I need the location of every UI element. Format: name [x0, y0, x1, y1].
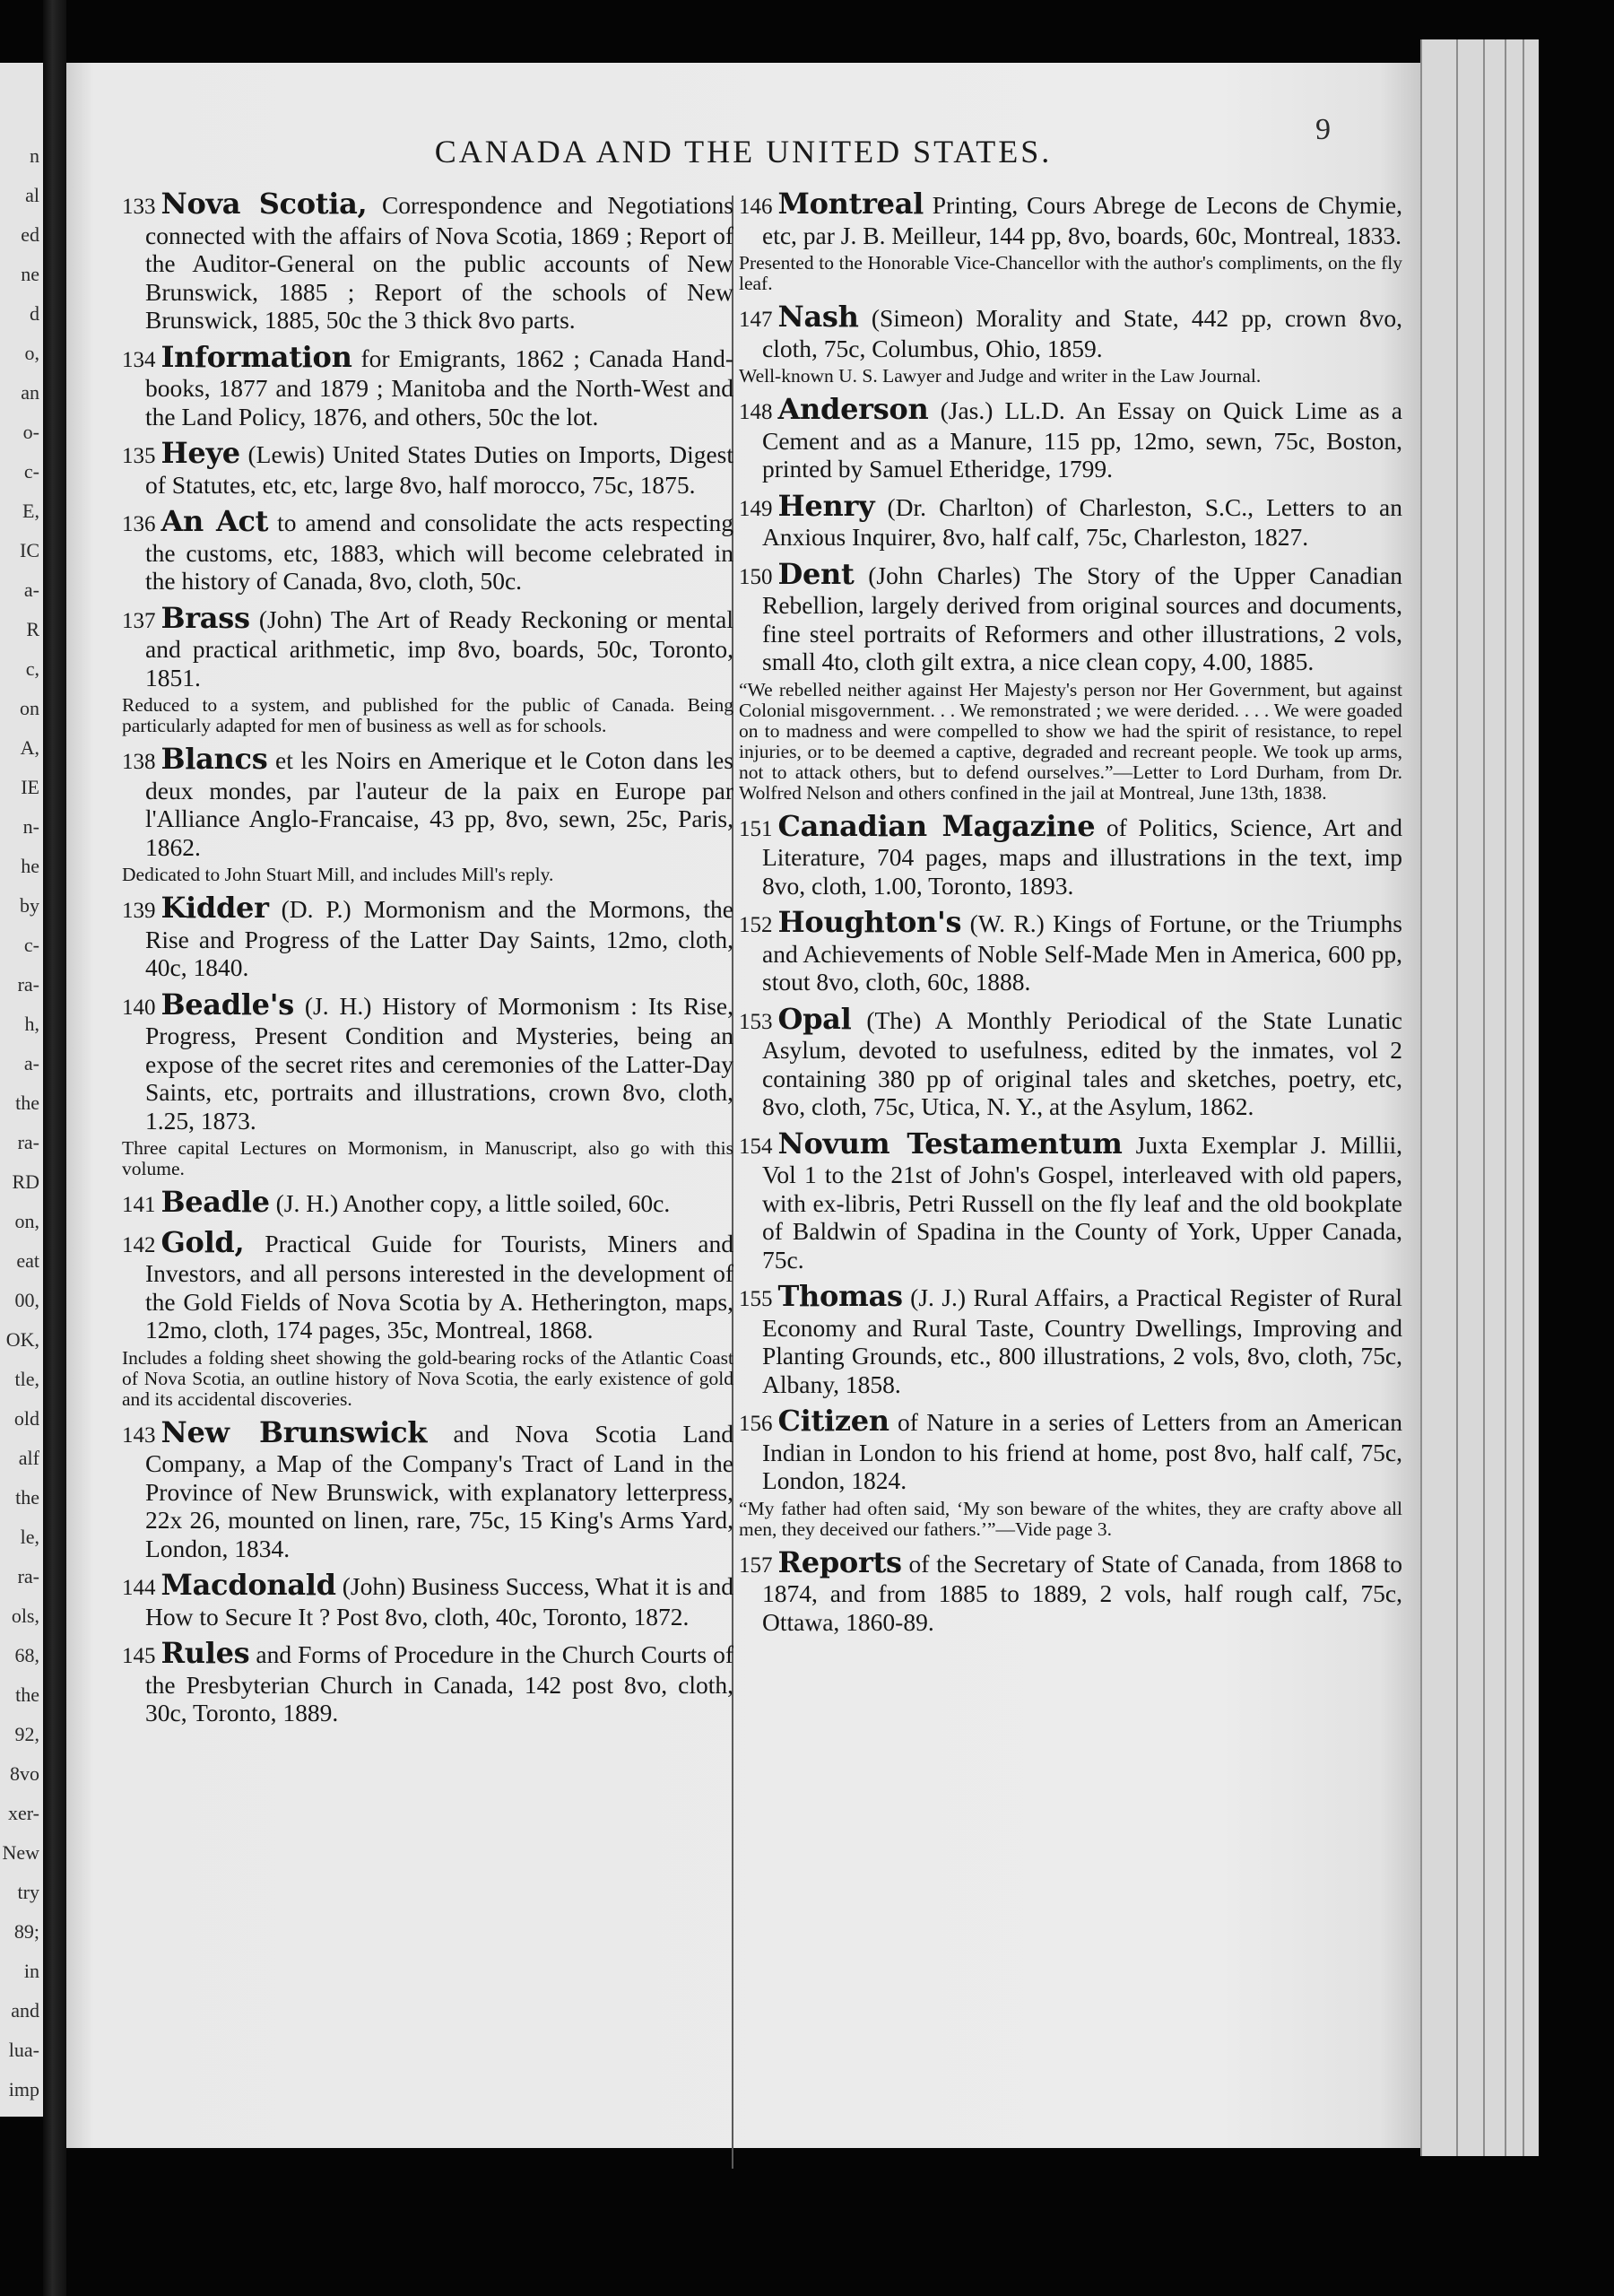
entry-description: (Lewis) United States Duties on Imports, Digest of Statutes, etc, etc, large 8vo, half morocco, 75c, 1875.	[145, 440, 734, 499]
entry-number: 138	[122, 750, 156, 774]
entry-description: Correspondence and Negotiations connected with the affairs of Nova Scotia, 1869 ; Report of the Auditor-General on the public accounts of New Brunswick, 1885 ; Report of the schools of New Brunswick, 1885, 50c the 3 thick 8vo parts.	[145, 191, 734, 334]
previous-page-fragment: o-	[22, 421, 39, 443]
previous-page-fragment: the	[15, 1091, 39, 1114]
catalogue-entry	[122, 1636, 734, 1727]
previous-page-fragment: a-	[23, 1052, 39, 1074]
entry-heading: Henry	[777, 488, 875, 523]
book-gutter	[43, 0, 66, 2296]
entry-description: (John) Business Success, What it is and How to Secure It ? Post 8vo, cloth, 40c, Toronto, 1872.	[145, 1572, 734, 1631]
page-title: CANADA AND THE UNITED STATES.	[434, 134, 1053, 170]
catalogue-entry	[122, 339, 733, 431]
entry-heading: Nova Scotia,	[161, 187, 368, 221]
previous-page-fragment: al	[25, 184, 39, 206]
entry-number: 155	[739, 1287, 773, 1311]
entry-number: 147	[739, 308, 773, 332]
previous-page-fragment: on	[20, 697, 39, 719]
entry-description: (W. R.) Kings of Fortune, or the Triumphs and Achievements of Noble Self-Made Men in America, 600 pp, stout 8vo, cloth, 60c, 1888.	[762, 909, 1402, 996]
entry-number: 145	[122, 1644, 156, 1668]
previous-page-fragment: the	[15, 1486, 39, 1509]
catalogue-entry	[739, 300, 1403, 387]
entry-heading: Houghton's	[777, 905, 962, 939]
entry-heading: Rules	[161, 1636, 250, 1670]
entry-heading: Heye	[161, 436, 240, 470]
catalogue-entry	[122, 504, 734, 596]
entry-description: (Jas.) LL.D. An Essay on Quick Lime as a Cement and as a Manure, 115 pp, 12mo, sewn, 75c, Boston, printed by Samuel Etheridge, 1799.	[762, 396, 1402, 483]
previous-page-fragment: 00,	[14, 1289, 39, 1311]
entry-description: Practical Guide for Tourists, Miners and Investors, and all persons interested in the development of the Gold Fields of Nova Scotia by A. Hetherington, maps, 12mo, cloth, 174 pages, 35c, Montreal, 1868.	[145, 1229, 733, 1344]
entry-description: (D. P.) Mormonism and the Mormons, the Rise and Progress of the Latter Day Saints, 12mo, cloth, 40c, 1840.	[145, 895, 734, 981]
catalogue-entry	[739, 392, 1402, 483]
entry-description: and Forms of Procedure in the Church Courts of the Presbyterian Church in Canada, 142 post 8vo, cloth, 30c, Toronto, 1889.	[145, 1640, 734, 1726]
entry-heading: Kidder	[161, 891, 269, 925]
entry-description: of the Secretary of State of Canada, from 1868 to 1874, and from 1885 to 1889, 2 vols, half rough calf, 75c, Ottawa, 1860-89.	[762, 1549, 1402, 1636]
entry-number: 142	[122, 1232, 156, 1257]
entry-description: Printing, Cours Abrege de Lecons de Chymie, etc, par J. B. Meilleur, 144 pp, 8vo, boards, 60c, Montreal, 1833.	[762, 191, 1403, 249]
catalogue-entry	[739, 808, 1402, 900]
entry-number: 136	[122, 512, 156, 536]
entry-heading: New Brunswick	[161, 1414, 428, 1449]
entry-description: for Emigrants, 1862 ; Canada Hand-books, 1877 and 1879 ; Manitoba and the North-West and the Land Policy, 1876, and others, 50c the lot.	[145, 344, 733, 430]
entry-number: 139	[122, 899, 156, 923]
entry-heading: Macdonald	[161, 1568, 336, 1602]
previous-page-fragment: old	[13, 1407, 39, 1430]
entry-note: “My father had often said, ‘My son beware of the whites, they are crafty above all men, they deceived our fathers.’”—Vide page 3.	[739, 1497, 1402, 1540]
entry-heading: Canadian Magazine	[777, 808, 1096, 843]
catalogue-entry	[122, 1224, 733, 1410]
entry-heading: Blancs	[161, 742, 268, 776]
catalogue-entry	[739, 905, 1402, 996]
previous-page-fragment: New	[2, 1841, 39, 1864]
entry-description: (The) A Monthly Periodical of the State Lunatic Asylum, devoted to usefulness, edited by the inmates, vol 2 containing 380 pp of original tales and sketches, poetry, etc, 8vo, cloth, 75c, Utica, N. Y., at the Asylum, 1862.	[762, 1005, 1402, 1120]
catalogue-entry	[122, 436, 734, 499]
entry-number: 153	[739, 1009, 773, 1034]
catalogue-page	[66, 63, 1420, 2148]
previous-page-fragment: lua-	[8, 2039, 39, 2061]
entry-number: 152	[739, 913, 773, 937]
left-column	[122, 187, 734, 1736]
entry-heading: Dent	[777, 556, 855, 591]
entry-note: Dedicated to John Stuart Mill, and includes Mill's reply.	[122, 864, 554, 885]
previous-page-fragment: by	[20, 894, 39, 917]
previous-page-fragment: OK,	[5, 1328, 39, 1351]
catalogue-entry	[122, 987, 733, 1180]
entry-heading: Montreal	[777, 187, 924, 221]
previous-page-fragment: ed	[21, 223, 39, 246]
catalogue-entry	[122, 1185, 733, 1220]
previous-page-fragment: on,	[14, 1210, 39, 1232]
previous-page-fragment: d	[30, 302, 39, 325]
previous-page-fragment: he	[21, 855, 39, 877]
previous-page-fragment: ra-	[17, 1131, 39, 1153]
entry-description: (J. H.) History of Mormonism : Its Rise, Progress, Present Condition and Mysteries, being an expose of the secret rites and ceremonies of the Latter-Day Saints, etc, portraits and illustrations, crown 8vo, cloth, 1.25, 1873.	[145, 991, 733, 1135]
previous-page-fragment: IE	[21, 776, 39, 798]
previous-page-fragment: c,	[25, 657, 39, 680]
previous-page-fragment: o,	[24, 342, 39, 364]
entry-number: 150	[739, 564, 773, 589]
previous-page-fragment: le,	[20, 1526, 39, 1548]
entry-number: 146	[739, 195, 773, 219]
entry-heading: Gold,	[161, 1224, 245, 1259]
entry-heading: Beadle	[161, 1185, 270, 1219]
entry-note: Three capital Lectures on Mormonism, in Manuscript, also go with this volume.	[122, 1137, 733, 1179]
previous-page-fragment: ra-	[17, 1565, 39, 1587]
entry-heading: Citizen	[777, 1404, 889, 1438]
page-number: 9	[1315, 113, 1331, 146]
entry-description: (J. J.) Rural Affairs, a Practical Register of Rural Economy and Rural Taste, Country Dwellings, Improving and Planting Grounds, etc., 800 illustrations, 2 vols, 8vo, cloth, 75c, Albany, 1858.	[762, 1283, 1403, 1398]
previous-page-fragment: 68,	[14, 1644, 39, 1666]
entry-heading: An Act	[161, 504, 269, 538]
previous-page-fragment: a-	[23, 578, 39, 601]
previous-page-fragment: eat	[16, 1249, 39, 1272]
entry-number: 135	[122, 444, 156, 468]
page-edges	[1420, 39, 1564, 2156]
right-column	[739, 187, 1403, 1645]
entry-note: Presented to the Honorable Vice-Chancellor with the author's compliments, on the fly leaf.	[739, 252, 1402, 294]
previous-page-fragment: A,	[20, 736, 39, 759]
entry-number: 154	[739, 1134, 773, 1159]
catalogue-entry	[122, 1414, 733, 1563]
previous-page-fragment: 8vo	[10, 1762, 39, 1785]
entry-number: 157	[739, 1552, 773, 1578]
catalogue-entry	[122, 600, 733, 737]
entry-number: 143	[122, 1422, 156, 1448]
previous-page-fragment: n	[30, 144, 39, 167]
entry-note: Well-known U. S. Lawyer and Judge and writer in the Law Journal.	[739, 365, 1262, 387]
previous-page-fragment: in	[23, 1960, 39, 1982]
entry-heading: Nash	[777, 300, 859, 334]
catalogue-entry	[122, 1568, 734, 1631]
catalogue-entry	[122, 891, 734, 982]
previous-page-fragment: and	[11, 1999, 39, 2022]
previous-page-fragment: 89;	[13, 1920, 39, 1943]
previous-page-fragment: alf	[18, 1447, 39, 1469]
previous-page-fragment: try	[17, 1881, 39, 1903]
catalogue-entry	[122, 742, 734, 885]
entry-number: 151	[739, 816, 773, 841]
catalogue-entry	[122, 187, 734, 335]
catalogue-entry	[739, 488, 1403, 552]
catalogue-entry	[739, 1279, 1403, 1398]
previous-page-fragment: an	[21, 381, 39, 404]
entry-number: 149	[739, 496, 773, 521]
catalogue-entry	[739, 187, 1403, 294]
entry-description: (Dr. Charlton) of Charleston, S.C., Letters to an Anxious Inquirer, 8vo, half calf, 75c, Charleston, 1827.	[762, 492, 1403, 551]
entry-heading: Novum Testamentum	[777, 1126, 1123, 1161]
catalogue-entry	[739, 1126, 1402, 1274]
previous-page-fragment: h,	[24, 1013, 39, 1035]
entry-heading: Anderson	[777, 392, 929, 426]
catalogue-entry	[739, 1001, 1402, 1121]
entry-description: (John) The Art of Ready Reckoning or mental and practical arithmetic, imp 8vo, boards, 50c, Toronto, 1851.	[145, 604, 733, 691]
previous-page-fragment: c-	[23, 460, 39, 483]
entry-number: 141	[122, 1193, 156, 1217]
previous-page-fragment: RD	[12, 1170, 39, 1193]
previous-page-edge	[0, 63, 46, 2117]
entry-heading: Brass	[161, 600, 250, 635]
previous-page-fragment: c-	[23, 934, 39, 956]
entry-number: 133	[122, 195, 156, 219]
previous-page-fragment: imp	[8, 2078, 39, 2100]
entry-number: 144	[122, 1576, 156, 1600]
entry-note: Reduced to a system, and published for the public of Canada. Being particularly adapted for men of business as well as for schools.	[122, 694, 733, 736]
previous-page-fragment: ols,	[11, 1605, 39, 1627]
entry-number: 137	[122, 608, 156, 633]
entry-description: and Nova Scotia Land Company, a Map of the Company's Tract of Land in the Province of New Brunswick, with explanatory letterpress, 22x 26, mounted on linen, rare, 75c, 15 King's Arms Yard, London, 1834.	[145, 1419, 733, 1562]
entry-number: 140	[122, 995, 156, 1020]
previous-page-fragment: xer-	[8, 1802, 39, 1824]
entry-heading: Thomas	[777, 1279, 903, 1313]
previous-page-fragment: IC	[20, 539, 39, 561]
entry-number: 148	[739, 400, 773, 424]
previous-page-fragment: 92,	[14, 1723, 39, 1745]
entry-description: (J. H.) Another copy, a little soiled, 60c.	[275, 1189, 671, 1217]
catalogue-entry	[739, 1544, 1402, 1637]
entry-note: “We rebelled neither against Her Majesty's person nor Her Government, but against Colonial misgovernment. . . We remonstrated ; we were derided. . . . We were goaded on to madness and were compelled to show we had the spirit of resistance, to repel injuries, or to be deemed a captive, degraded and recreant people. We took up arms, not to attack others, but to defend ourselves.”—Letter to Lord Durham, from Dr. Wolfred Nelson and others confined in the jail at Montreal, June 13th, 1838.	[739, 678, 1402, 804]
previous-page-fragment: the	[15, 1683, 39, 1706]
entry-heading: Opal	[777, 1001, 852, 1036]
entry-description: to amend and consolidate the acts respecting the customs, etc, 1883, which will become celebrated in the history of Canada, 8vo, cloth, 50c.	[145, 509, 734, 595]
previous-page-fragment: E,	[22, 500, 39, 522]
previous-page-fragment: tle,	[14, 1368, 39, 1390]
entry-description: (Simeon) Morality and State, 442 pp, crown 8vo, cloth, 75c, Columbus, Ohio, 1859.	[762, 304, 1403, 362]
entry-description: et les Noirs en Amerique et le Coton dans les deux mondes, par l'auteur de la paix en Europe par l'Alliance Anglo-Francaise, 43 pp, 8vo, sewn, 25c, Paris, 1862.	[145, 746, 734, 861]
previous-page-fragment: ne	[21, 263, 39, 285]
entry-description: of Politics, Science, Art and Literature, 704 pages, maps and illustrations in the text, imp 8vo, cloth, 1.00, Toronto, 1893.	[762, 813, 1402, 900]
entry-note: Includes a folding sheet showing the gold-bearing rocks of the Atlantic Coast of Nova Scotia, an outline history of Nova Scotia, the early existence of gold and its accidental discoveries.	[122, 1346, 733, 1410]
previous-page-fragment: n-	[22, 815, 39, 838]
entry-heading: Reports	[777, 1544, 902, 1579]
entry-description: Juxta Exemplar J. Millii, Vol 1 to the 21st of John's Gospel, interleaved with old papers, with ex-libris, Petri Russell on the fly leaf and the old bookplate of Baldwin of Spadina in the County of York, Upper Canada, 75c.	[762, 1130, 1402, 1274]
entry-number: 156	[739, 1412, 773, 1436]
previous-page-fragment: ra-	[17, 973, 39, 996]
catalogue-entry	[739, 1404, 1402, 1540]
entry-heading: Information	[161, 339, 352, 374]
entry-number: 134	[122, 347, 156, 372]
entry-heading: Beadle's	[161, 987, 294, 1022]
catalogue-entry	[739, 556, 1403, 804]
previous-page-fragment: R	[26, 618, 39, 640]
entry-description: (John Charles) The Story of the Upper Canadian Rebellion, largely derived from original sources and documents, fine steel portraits of Reformers and other illustrations, 2 vols, small 4to, cloth gilt extra, a nice clean copy, 4.00, 1885.	[762, 561, 1403, 675]
entry-description: of Nature in a series of Letters from an American Indian in London to his friend at home, post 8vo, half calf, 75c, London, 1824.	[762, 1408, 1402, 1494]
